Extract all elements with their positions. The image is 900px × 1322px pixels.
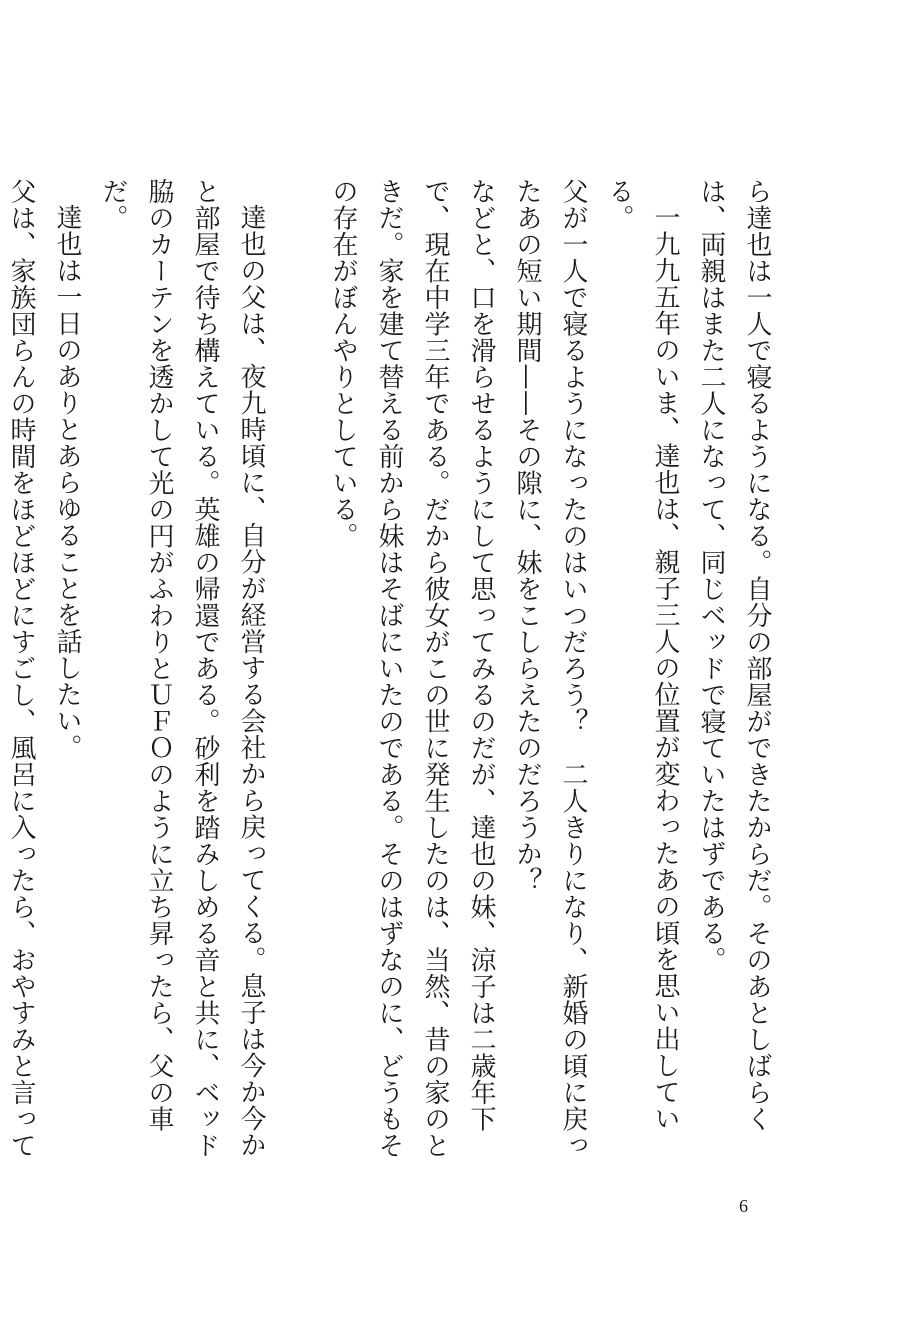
page-number: 6	[739, 1196, 748, 1216]
paragraph-7: 父は、家族団らんの時間をほどほどにすごし、風呂に入ったら、おやすみと言って	[6, 178, 36, 1159]
paragraph-3: 父が一人で寝るようになったのはいつだろう？ 二人きりになり、新婚の頃に戻ったあの短い期間——その隙に、妹をこしらえたのだろうか？	[512, 178, 588, 1159]
paragraph-2: 一九九五年のいま、達也は、親子三人の位置が変わったあの頃を思い出している。	[604, 178, 680, 1132]
paragraph-4: などと、口を滑らせるようにして思ってみるのだが、達也の妹、涼子は二歳年下で、現在中学三年である。だから彼女がこの世に発生したのは、当然、昔の家のときだ。家を建て替える前から妹はそばにいたのである。そのはずなのに、どうもその存在がぼんやりとしている。	[328, 178, 496, 1159]
section-break	[274, 178, 320, 1178]
vertical-text-body	[0, 178, 780, 1178]
paragraph-6: 達也は一日のありとあらゆることを話したい。	[52, 204, 82, 761]
paragraph-5: 達也の父は、夜九時頃に、自分が経営する会社から戻ってくる。息子は今か今かと部屋で待ち構えている。英雄の帰還である。砂利を踏みしめる音と共に、ベッド脇のカーテンを透かして光の円がふわりとＵＦＯのように立ち昇ったら、父の車だ。	[98, 178, 266, 1159]
paragraph-1: ら達也は一人で寝るようになる。自分の部屋ができたからだ。そのあとしばらくは、両親はまた二人になって、同じベッドで寝ていたはずである。	[696, 178, 772, 1132]
